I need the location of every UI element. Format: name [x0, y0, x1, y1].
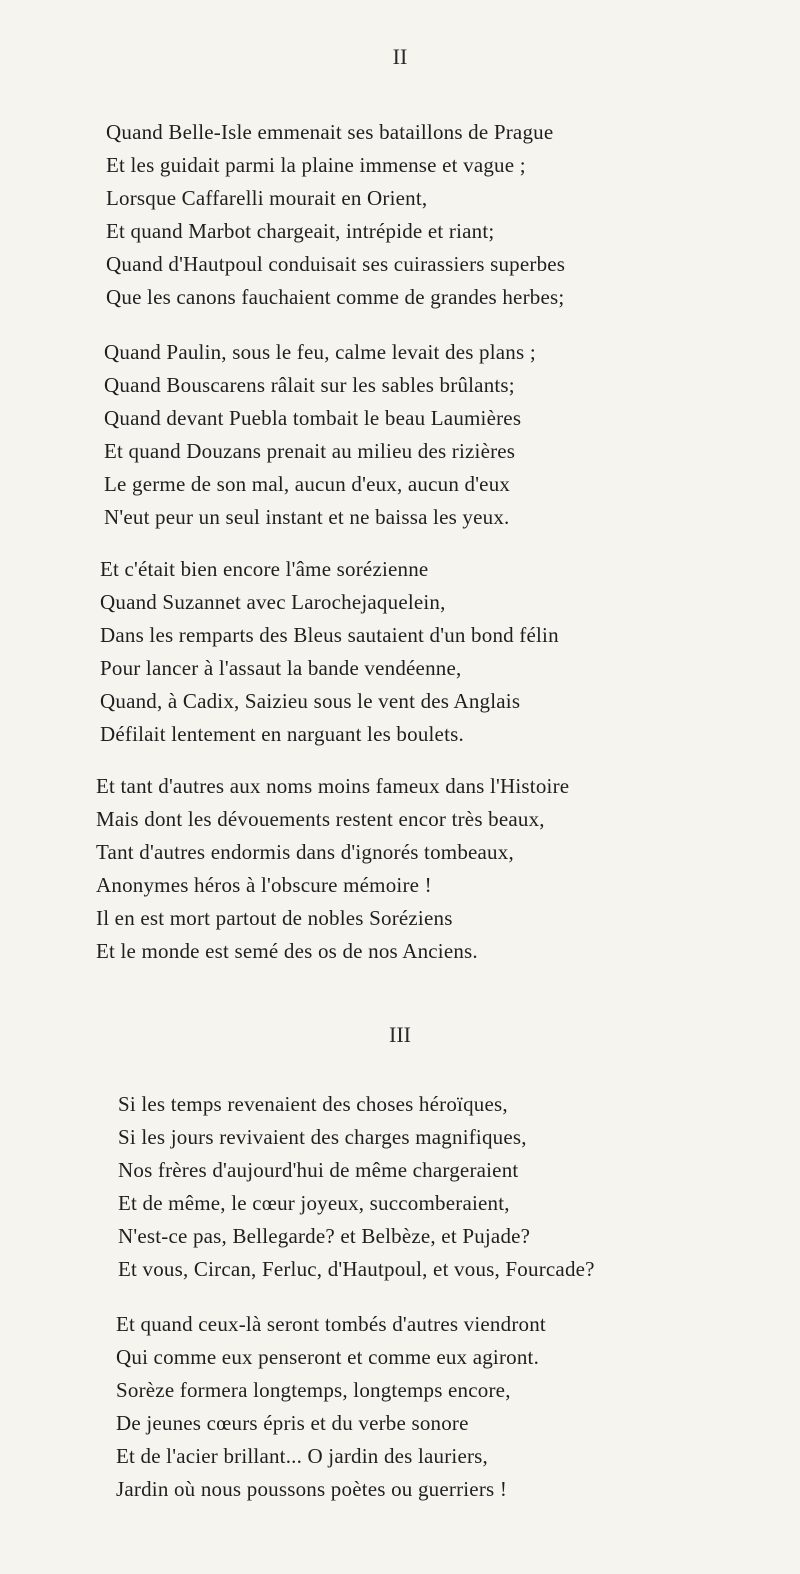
verse-line: Et quand Marbot chargeait, intrépide et riant;	[106, 219, 495, 243]
verse-line: Si les jours revivaient des charges magnifiques,	[118, 1125, 527, 1149]
verse-line: Anonymes héros à l'obscure mémoire !	[96, 873, 432, 897]
verse-line: Et de l'acier brillant... O jardin des lauriers,	[116, 1444, 489, 1468]
verse-line: Et c'était bien encore l'âme sorézienne	[100, 557, 429, 581]
verse-line: Sorèze formera longtemps, longtemps encore,	[116, 1378, 511, 1402]
verse-line: Nos frères d'aujourd'hui de même chargeraient	[118, 1158, 519, 1182]
verse-line: Le germe de son mal, aucun d'eux, aucun d'eux	[104, 472, 511, 496]
verse-line: Quand Suzannet avec Larochejaquelein,	[100, 590, 446, 614]
verse-line: Quand d'Hautpoul conduisait ses cuirassiers superbes	[106, 252, 566, 276]
verse-line: Qui comme eux penseront et comme eux agiront.	[116, 1345, 540, 1369]
verse-line: De jeunes cœurs épris et du verbe sonore	[116, 1411, 469, 1435]
verse-line: Et quand Douzans prenait au milieu des rizières	[104, 439, 516, 463]
verse-line: Quand, à Cadix, Saizieu sous le vent des Anglais	[100, 689, 521, 713]
verse-line: Défilait lentement en narguant les boulets.	[100, 722, 464, 746]
verse-line: Pour lancer à l'assaut la bande vendéenne,	[100, 656, 462, 680]
verse-line: Quand devant Puebla tombait le beau Laumières	[104, 406, 522, 430]
verse-line: Si les temps revenaient des choses héroïques,	[118, 1092, 508, 1116]
verse-line: Et tant d'autres aux noms moins fameux dans l'Histoire	[96, 774, 570, 798]
verse-line: Et le monde est semé des os de nos Anciens.	[96, 939, 478, 963]
verse-line: Quand Paulin, sous le feu, calme levait des plans ;	[104, 340, 536, 364]
verse-line: N'eut peur un seul instant et ne baissa les yeux.	[104, 505, 510, 529]
verse-line: Quand Belle-Isle emmenait ses bataillons de Prague	[106, 120, 554, 144]
verse-line: Il en est mort partout de nobles Soréziens	[96, 906, 453, 930]
verse-line: Dans les remparts des Bleus sautaient d'un bond félin	[100, 623, 559, 647]
verse-line: N'est-ce pas, Bellegarde? et Belbèze, et Pujade?	[118, 1224, 531, 1248]
section-heading-iii: III	[389, 1022, 411, 1047]
verse-line: Tant d'autres endormis dans d'ignorés tombeaux,	[96, 840, 514, 864]
section-heading-ii: II	[392, 44, 408, 69]
verse-line: Que les canons fauchaient comme de grandes herbes;	[106, 285, 565, 309]
verse-line: Mais dont les dévouements restent encor très beaux,	[96, 807, 545, 831]
verse-line: Lorsque Caffarelli mourait en Orient,	[106, 186, 428, 210]
verse-line: Et vous, Circan, Ferluc, d'Hautpoul, et vous, Fourcade?	[118, 1257, 595, 1281]
verse-line: Jardin où nous poussons poètes ou guerriers !	[116, 1477, 508, 1501]
verse-line: Et de même, le cœur joyeux, succomberaient,	[118, 1191, 510, 1215]
verse-line: Et quand ceux-là seront tombés d'autres viendront	[116, 1312, 546, 1336]
verse-line: Quand Bouscarens râlait sur les sables brûlants;	[104, 373, 515, 397]
verse-line: Et les guidait parmi la plaine immense et vague ;	[106, 153, 526, 177]
